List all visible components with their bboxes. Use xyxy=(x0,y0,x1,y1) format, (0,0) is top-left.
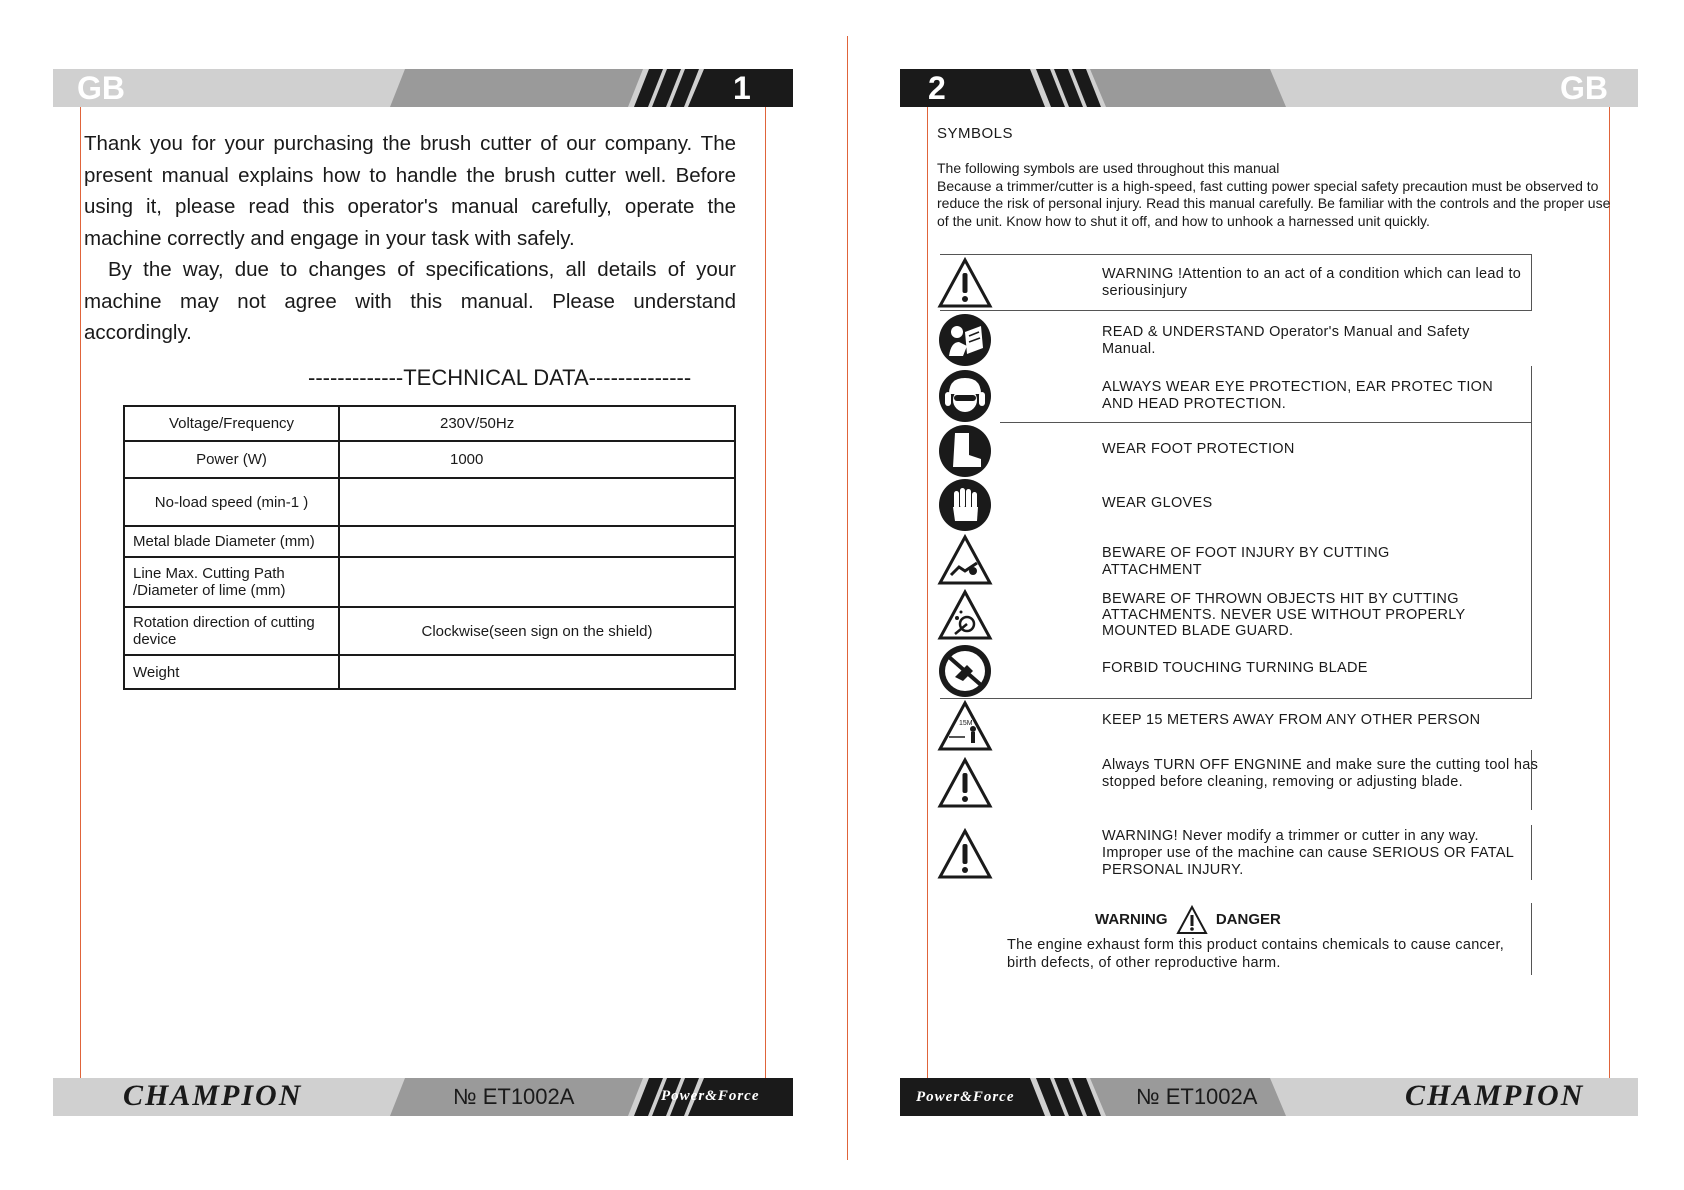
right-lang-code: GB xyxy=(1560,70,1608,106)
warning-triangle-icon xyxy=(937,826,993,882)
spec-value: Clockwise(seen sign on the shield) xyxy=(339,607,735,655)
symbols-intro: The following symbols are used throughout this manual Because a trimmer/cutter is a high-speed, fast cutting power special safety precaution must be observed to reduce the risk of personal injury. Read this manual carefully. Be familiar with the controls and the proper use of the unit. Know how to shut it off, and how to unhook a harnessed unit quickly. xyxy=(937,160,1611,229)
left-header-band xyxy=(53,69,793,107)
spec-label: Rotation direction of cutting device xyxy=(124,607,339,655)
right-model-number: № ET1002A xyxy=(1136,1084,1258,1109)
symbol-row xyxy=(937,533,1532,587)
warning-text: The engine exhaust form this product contains chemicals to cause cancer, birth defects, of other reproductive harm. xyxy=(1007,937,1505,971)
technical-data-table xyxy=(123,405,736,690)
spec-value xyxy=(339,478,735,526)
table-row xyxy=(124,557,735,607)
foot-injury-icon xyxy=(937,533,993,589)
warning-triangle-icon xyxy=(937,255,993,311)
right-margin-line-left xyxy=(927,107,928,1112)
left-model-number: № ET1002A xyxy=(453,1084,575,1109)
right-brand-logo: CHAMPION xyxy=(1405,1079,1585,1112)
symbol-text: WEAR FOOT PROTECTION xyxy=(1102,441,1295,457)
distance-15m-icon xyxy=(937,699,993,755)
eye-ear-head-protection-icon xyxy=(937,368,993,424)
spec-label: No-load speed (min-1 ) xyxy=(124,478,339,526)
left-lang-code: GB xyxy=(77,70,125,106)
table-row xyxy=(124,526,735,557)
spec-value xyxy=(339,557,735,607)
symbol-text: WEAR GLOVES xyxy=(1102,495,1213,511)
table-row xyxy=(124,607,735,655)
symbol-text: BEWARE OF THROWN OBJECTS HIT BY CUTTING ATTACHMENTS. NEVER USE WITHOUT PROPERLY MOUNTED BLADE GUARD. xyxy=(1102,591,1466,639)
right-page-number: 2 xyxy=(928,70,946,106)
thrown-objects-icon xyxy=(937,588,993,644)
right-header-band xyxy=(900,69,1638,107)
symbols-heading: SYMBOLS xyxy=(937,125,1014,142)
symbol-row xyxy=(937,312,1532,366)
symbol-row xyxy=(937,755,1539,815)
technical-data-title: -------------TECHNICAL DATA-------------- xyxy=(308,365,692,390)
spec-value xyxy=(339,655,735,689)
symbol-text: WARNING! Never modify a trimmer or cutter in any way. Improper use of the machine can cause SERIOUS OR FATAL PERSONAL INJURY. xyxy=(1102,828,1514,878)
right-margin-line-right xyxy=(1609,107,1610,1082)
spec-label: Voltage/Frequency xyxy=(124,406,339,441)
spec-label: Metal blade Diameter (mm) xyxy=(124,526,339,557)
right-footer-band xyxy=(900,1078,1638,1116)
distance-label: 15M xyxy=(959,720,973,727)
no-touch-blade-icon xyxy=(937,643,993,699)
symbol-row xyxy=(937,699,1532,753)
table-row xyxy=(124,478,735,526)
left-footer-band xyxy=(53,1078,793,1116)
intro-text xyxy=(84,128,736,349)
spec-value: 1000 xyxy=(339,441,735,478)
symbol-text: FORBID TOUCHING TURNING BLADE xyxy=(1102,660,1368,676)
warning-triangle-icon xyxy=(937,755,993,811)
warning-danger-header xyxy=(1095,905,1281,935)
symbol-text: WARNING !Attention to an act of a condition which can lead to seriousinjury xyxy=(1102,266,1522,299)
symbol-row xyxy=(937,368,1532,422)
glove-icon xyxy=(937,477,993,533)
spec-label: Power (W) xyxy=(124,441,339,478)
spec-label: Line Max. Cutting Path /Diameter of lime (mm) xyxy=(124,557,339,607)
left-header-graphic xyxy=(53,69,793,107)
symbol-text: READ & UNDERSTAND Operator's Manual and Safety Manual. xyxy=(1102,324,1470,357)
danger-label: DANGER xyxy=(1215,910,1281,928)
left-margin-line-left xyxy=(80,107,81,1084)
symbols-right-border xyxy=(1531,903,1532,975)
warning-label: WARNING xyxy=(1095,910,1168,928)
spec-value: 230V/50Hz xyxy=(339,406,735,441)
right-header-graphic xyxy=(900,69,1638,107)
table-row xyxy=(124,406,735,441)
page-fold-line xyxy=(847,36,848,1160)
read-manual-icon xyxy=(937,312,993,368)
intro-paragraph-1: Thank you for your purchasing the brush cutter of our company. The present manual explains how to handle the brush cutter well. Before using it, please read this operator's manual carefully, operate the machine correctly and engage in your task with safely. xyxy=(84,132,736,250)
symbol-text: KEEP 15 METERS AWAY FROM ANY OTHER PERSON xyxy=(1102,712,1481,728)
boot-icon xyxy=(937,423,993,479)
left-page-number: 1 xyxy=(733,70,751,106)
symbol-row xyxy=(937,588,1532,644)
symbol-text: Always TURN OFF ENGNINE and make sure the cutting tool has stopped before cleaning, removing or adjusting blade. xyxy=(1102,757,1539,790)
left-slogan: Power&Force xyxy=(661,1088,760,1104)
spec-label: Weight xyxy=(124,655,339,689)
spec-value xyxy=(339,526,735,557)
symbol-row xyxy=(937,477,1532,531)
left-margin-line-right xyxy=(765,107,766,1084)
symbol-row xyxy=(937,826,1532,886)
warning-triangle-icon xyxy=(1176,905,1208,935)
symbol-text: BEWARE OF FOOT INJURY BY CUTTING ATTACHMENT xyxy=(1102,545,1390,578)
intro-paragraph-2: By the way, due to changes of specifications, all details of your machine may not agree with this manual. Please understand accordingly. xyxy=(84,258,736,344)
left-brand-logo: CHAMPION xyxy=(123,1079,303,1112)
symbol-row xyxy=(937,255,1532,311)
table-row xyxy=(124,441,735,478)
symbol-row xyxy=(937,423,1532,477)
symbol-text: ALWAYS WEAR EYE PROTECTION, EAR PROTEC TION AND HEAD PROTECTION. xyxy=(1102,379,1494,412)
table-row xyxy=(124,655,735,689)
symbol-row xyxy=(937,643,1532,697)
right-slogan: Power&Force xyxy=(916,1089,1015,1105)
